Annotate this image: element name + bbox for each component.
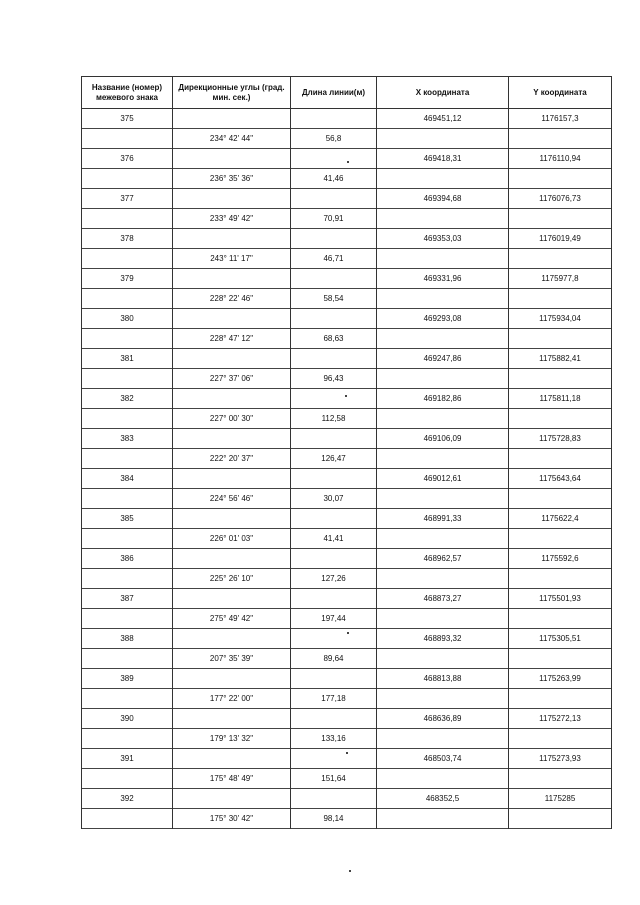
point-y: 1175501,93 [509, 589, 612, 609]
empty-cell [509, 129, 612, 149]
segment-angle: 222° 20' 37" [173, 449, 291, 469]
empty-cell [377, 489, 509, 509]
empty-cell [82, 689, 173, 709]
point-x: 468813,88 [377, 669, 509, 689]
segment-angle: 236° 35' 36" [173, 169, 291, 189]
point-name: 380 [82, 309, 173, 329]
point-y: 1175882,41 [509, 349, 612, 369]
segment-length: 30,07 [291, 489, 377, 509]
point-name: 392 [82, 789, 173, 809]
empty-cell [291, 349, 377, 369]
point-y: 1175934,04 [509, 309, 612, 329]
empty-cell [291, 109, 377, 129]
point-x: 468991,33 [377, 509, 509, 529]
point-y: 1175285 [509, 789, 612, 809]
empty-cell [82, 529, 173, 549]
empty-cell [173, 229, 291, 249]
table-body [82, 109, 612, 829]
empty-cell [377, 169, 509, 189]
empty-cell [377, 329, 509, 349]
table-row [82, 409, 612, 429]
point-y: 1175263,99 [509, 669, 612, 689]
point-y: 1176110,94 [509, 149, 612, 169]
point-name: 381 [82, 349, 173, 369]
point-x: 469331,96 [377, 269, 509, 289]
empty-cell [82, 169, 173, 189]
empty-cell [173, 669, 291, 689]
point-x: 468962,57 [377, 549, 509, 569]
empty-cell [173, 429, 291, 449]
empty-cell [82, 249, 173, 269]
empty-cell [291, 309, 377, 329]
table-row [82, 309, 612, 329]
empty-cell [509, 449, 612, 469]
point-y: 1175977,8 [509, 269, 612, 289]
table-row [82, 429, 612, 449]
table-row [82, 449, 612, 469]
empty-cell [82, 449, 173, 469]
segment-angle: 226° 01' 03" [173, 529, 291, 549]
table-row [82, 209, 612, 229]
table-row [82, 589, 612, 609]
empty-cell [173, 349, 291, 369]
point-y: 1176019,49 [509, 229, 612, 249]
empty-cell [291, 389, 377, 409]
empty-cell [82, 569, 173, 589]
empty-cell [377, 649, 509, 669]
point-x: 469182,86 [377, 389, 509, 409]
empty-cell [377, 569, 509, 589]
table-row [82, 609, 612, 629]
table-row [82, 269, 612, 289]
empty-cell [291, 789, 377, 809]
segment-length: 98,14 [291, 809, 377, 829]
empty-cell [291, 509, 377, 529]
point-y: 1176076,73 [509, 189, 612, 209]
empty-cell [509, 169, 612, 189]
empty-cell [291, 189, 377, 209]
point-y: 1175305,51 [509, 629, 612, 649]
header-name: Название (номер) межевого знака [82, 77, 173, 109]
segment-angle: 228° 22' 46" [173, 289, 291, 309]
point-name: 389 [82, 669, 173, 689]
point-x: 469451,12 [377, 109, 509, 129]
point-name: 375 [82, 109, 173, 129]
empty-cell [291, 229, 377, 249]
empty-cell [291, 749, 377, 769]
segment-length: 151,64 [291, 769, 377, 789]
header-angle: Дирекционные углы (град. мин. сек.) [173, 77, 291, 109]
table-row [82, 129, 612, 149]
empty-cell [291, 149, 377, 169]
empty-cell [377, 369, 509, 389]
segment-length: 41,41 [291, 529, 377, 549]
empty-cell [173, 509, 291, 529]
empty-cell [291, 269, 377, 289]
point-name: 382 [82, 389, 173, 409]
table-row [82, 469, 612, 489]
empty-cell [377, 529, 509, 549]
point-x: 468503,74 [377, 749, 509, 769]
empty-cell [509, 329, 612, 349]
table-row [82, 329, 612, 349]
scan-speck [347, 632, 349, 634]
point-name: 383 [82, 429, 173, 449]
segment-length: 126,47 [291, 449, 377, 469]
table-row [82, 729, 612, 749]
point-name: 386 [82, 549, 173, 569]
segment-angle: 234° 42' 44" [173, 129, 291, 149]
segment-length: 197,44 [291, 609, 377, 629]
empty-cell [291, 629, 377, 649]
empty-cell [173, 149, 291, 169]
empty-cell [509, 369, 612, 389]
table-row [82, 549, 612, 569]
empty-cell [509, 649, 612, 669]
point-y: 1175592,6 [509, 549, 612, 569]
empty-cell [173, 749, 291, 769]
segment-angle: 228° 47' 12" [173, 329, 291, 349]
segment-angle: 275° 49' 42" [173, 609, 291, 629]
segment-angle: 179° 13' 32" [173, 729, 291, 749]
segment-length: 68,63 [291, 329, 377, 349]
table-row [82, 569, 612, 589]
empty-cell [509, 809, 612, 829]
empty-cell [173, 269, 291, 289]
table-row [82, 369, 612, 389]
table-header-row [82, 77, 612, 109]
point-name: 385 [82, 509, 173, 529]
point-name: 390 [82, 709, 173, 729]
point-name: 378 [82, 229, 173, 249]
empty-cell [173, 789, 291, 809]
segment-angle: 175° 48' 49" [173, 769, 291, 789]
table-row [82, 769, 612, 789]
point-y: 1175622,4 [509, 509, 612, 529]
point-x: 469247,86 [377, 349, 509, 369]
point-x: 468636,89 [377, 709, 509, 729]
point-x: 468893,32 [377, 629, 509, 649]
point-name: 379 [82, 269, 173, 289]
empty-cell [509, 489, 612, 509]
segment-angle: 175° 30' 42" [173, 809, 291, 829]
point-x: 469353,03 [377, 229, 509, 249]
empty-cell [377, 449, 509, 469]
empty-cell [377, 289, 509, 309]
point-name: 377 [82, 189, 173, 209]
point-y: 1175728,83 [509, 429, 612, 449]
empty-cell [509, 529, 612, 549]
table-row [82, 689, 612, 709]
header-y: Y координата [509, 77, 612, 109]
empty-cell [82, 289, 173, 309]
empty-cell [173, 549, 291, 569]
coordinates-table [81, 76, 612, 829]
empty-cell [173, 589, 291, 609]
point-name: 384 [82, 469, 173, 489]
empty-cell [82, 409, 173, 429]
empty-cell [173, 469, 291, 489]
empty-cell [291, 469, 377, 489]
empty-cell [509, 569, 612, 589]
empty-cell [377, 409, 509, 429]
header-x: X координата [377, 77, 509, 109]
segment-angle: 243° 11' 17" [173, 249, 291, 269]
table-row [82, 109, 612, 129]
point-x: 469293,08 [377, 309, 509, 329]
table-row [82, 149, 612, 169]
segment-length: 96,43 [291, 369, 377, 389]
empty-cell [82, 609, 173, 629]
scan-speck [346, 752, 348, 754]
segment-length: 70,91 [291, 209, 377, 229]
segment-angle: 227° 37' 06" [173, 369, 291, 389]
empty-cell [377, 609, 509, 629]
segment-length: 46,71 [291, 249, 377, 269]
table-row [82, 669, 612, 689]
segment-length: 133,16 [291, 729, 377, 749]
segment-length: 112,58 [291, 409, 377, 429]
point-y: 1175272,13 [509, 709, 612, 729]
empty-cell [377, 809, 509, 829]
point-y: 1176157,3 [509, 109, 612, 129]
empty-cell [82, 129, 173, 149]
table-row [82, 249, 612, 269]
point-x: 469106,09 [377, 429, 509, 449]
point-name: 388 [82, 629, 173, 649]
empty-cell [173, 709, 291, 729]
empty-cell [509, 289, 612, 309]
table-row [82, 789, 612, 809]
empty-cell [82, 649, 173, 669]
point-y: 1175643,64 [509, 469, 612, 489]
segment-angle: 207° 35' 39" [173, 649, 291, 669]
table-row [82, 809, 612, 829]
empty-cell [82, 329, 173, 349]
table-row [82, 709, 612, 729]
table-row [82, 349, 612, 369]
empty-cell [291, 669, 377, 689]
empty-cell [509, 409, 612, 429]
segment-length: 89,64 [291, 649, 377, 669]
empty-cell [377, 209, 509, 229]
empty-cell [377, 129, 509, 149]
segment-angle: 225° 26' 10" [173, 569, 291, 589]
empty-cell [377, 689, 509, 709]
table-row [82, 169, 612, 189]
empty-cell [173, 629, 291, 649]
empty-cell [509, 769, 612, 789]
empty-cell [377, 729, 509, 749]
segment-length: 177,18 [291, 689, 377, 709]
table-row [82, 389, 612, 409]
empty-cell [291, 549, 377, 569]
segment-length: 56,8 [291, 129, 377, 149]
table-row [82, 229, 612, 249]
empty-cell [377, 249, 509, 269]
segment-angle: 233° 49' 42" [173, 209, 291, 229]
header-length: Длина линии(м) [291, 77, 377, 109]
empty-cell [173, 389, 291, 409]
empty-cell [509, 729, 612, 749]
segment-length: 127,26 [291, 569, 377, 589]
segment-angle: 227° 00' 30" [173, 409, 291, 429]
empty-cell [291, 589, 377, 609]
point-name: 391 [82, 749, 173, 769]
empty-cell [82, 769, 173, 789]
empty-cell [173, 109, 291, 129]
empty-cell [82, 369, 173, 389]
point-x: 469394,68 [377, 189, 509, 209]
empty-cell [509, 689, 612, 709]
point-name: 387 [82, 589, 173, 609]
table-row [82, 509, 612, 529]
point-y: 1175811,18 [509, 389, 612, 409]
empty-cell [291, 429, 377, 449]
table-row [82, 289, 612, 309]
empty-cell [377, 769, 509, 789]
segment-length: 58,54 [291, 289, 377, 309]
table-row [82, 489, 612, 509]
empty-cell [509, 609, 612, 629]
empty-cell [82, 729, 173, 749]
empty-cell [173, 189, 291, 209]
segment-angle: 177° 22' 00" [173, 689, 291, 709]
point-x: 468352,5 [377, 789, 509, 809]
scan-speck [347, 161, 349, 163]
empty-cell [291, 709, 377, 729]
segment-angle: 224° 56' 46" [173, 489, 291, 509]
empty-cell [509, 209, 612, 229]
table-row [82, 649, 612, 669]
point-x: 468873,27 [377, 589, 509, 609]
point-name: 376 [82, 149, 173, 169]
empty-cell [82, 489, 173, 509]
segment-length: 41,46 [291, 169, 377, 189]
empty-cell [509, 249, 612, 269]
empty-cell [82, 209, 173, 229]
scan-speck [349, 870, 351, 872]
point-x: 469418,31 [377, 149, 509, 169]
scan-speck [345, 395, 347, 397]
empty-cell [173, 309, 291, 329]
point-x: 469012,61 [377, 469, 509, 489]
table-row [82, 529, 612, 549]
table-row [82, 189, 612, 209]
point-y: 1175273,93 [509, 749, 612, 769]
empty-cell [82, 809, 173, 829]
